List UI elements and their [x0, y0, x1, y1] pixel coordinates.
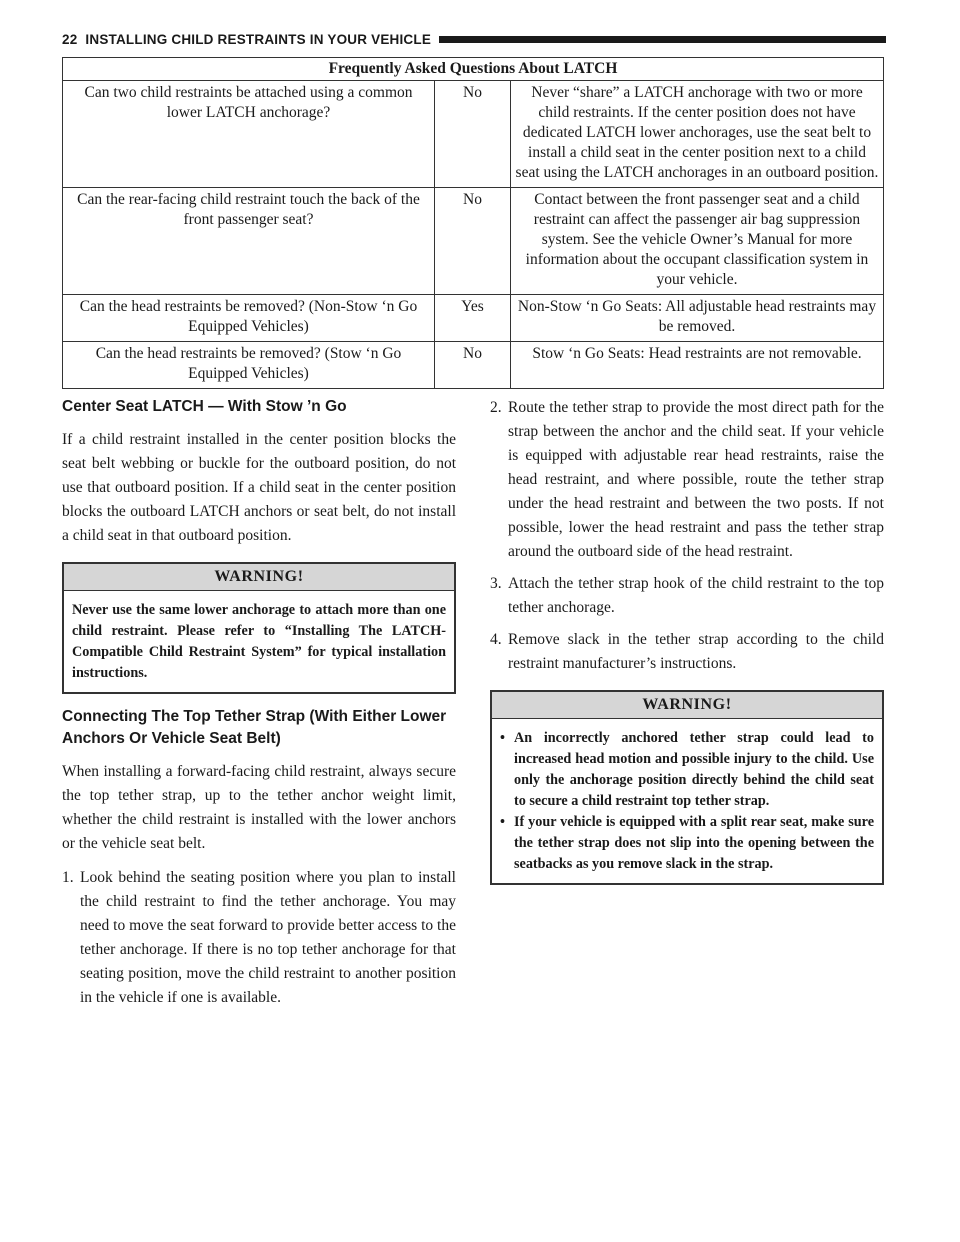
faq-explanation: Never “share” a LATCH anchorage with two or more child restraints. If the center position does not have dedicated LATCH lower anchorages, use the seat belt to install a child seat in the center position next to a child seat using the LATCH anchorages in an outboard position. [511, 81, 884, 188]
list-item [62, 866, 456, 1010]
step-text: Attach the tether strap hook of the child restraint to the top tether anchorage. [508, 575, 884, 616]
warning-bullet-list [500, 728, 874, 875]
faq-question: Can the rear-facing child restraint touch the back of the front passenger seat? [63, 188, 435, 295]
latch-faq-table [62, 57, 884, 389]
step-text: Remove slack in the tether strap according to the child restraint manufacturer’s instructions. [508, 631, 884, 672]
center-seat-paragraph: If a child restraint installed in the center position blocks the seat belt webbing or buckle for the outboard position, do not use that outboard position. If a child seat in the center position blocks the outboard LATCH anchors or seat belt, do not install a child seat in that outboard position. [62, 431, 456, 544]
top-tether-paragraph: When installing a forward-facing child restraint, always secure the top tether strap, up to the tether anchor weight limit, whether the child restraint is installed with the lower anchors or the vehicle seat belt. [62, 763, 456, 852]
tether-steps-list [62, 866, 456, 1010]
list-item [490, 396, 884, 564]
step-text: Route the tether strap to provide the most direct path for the strap between the anchor and the child seat. If your vehicle is equipped with adjustable rear head restraints, raise the head restraint, and where possible, route the tether strap under the head restraint and between the two posts. If not possible, lower the head restraint and pass the tether strap around the outboard side of the head restraint. [508, 399, 884, 560]
page-number: 22 [62, 31, 78, 47]
table-row [63, 188, 884, 295]
table-row [63, 342, 884, 389]
warning-body [492, 719, 882, 883]
faq-question: Can the head restraints be removed? (Stow ‘n Go Equipped Vehicles) [63, 342, 435, 389]
faq-answer: No [435, 342, 511, 389]
warning-body [64, 591, 454, 692]
header-rule [439, 36, 886, 43]
center-seat-heading: Center Seat LATCH — With Stow ’n Go [62, 398, 347, 415]
tether-steps-list-continued [490, 396, 884, 676]
left-column [62, 396, 456, 1022]
warning-box-tether [490, 690, 884, 885]
table-title-row [63, 58, 884, 81]
warning-text: Never use the same lower anchorage to attach more than one child restraint. Please refer to “Installing The LATCH-Compatible Child Restraint System” for typical installation instructions. [72, 602, 446, 681]
list-item [500, 812, 874, 875]
right-column [490, 396, 884, 897]
warning-title: WARNING! [492, 692, 882, 719]
list-item [500, 728, 874, 812]
faq-question: Can the head restraints be removed? (Non-Stow ‘n Go Equipped Vehicles) [63, 295, 435, 342]
table-row [63, 295, 884, 342]
table-title: Frequently Asked Questions About LATCH [63, 58, 884, 81]
warning-bullet-text: If your vehicle is equipped with a split rear seat, make sure the tether strap does not slip into the opening between the seatbacks as you remove slack in the strap. [514, 814, 874, 872]
faq-answer: No [435, 188, 511, 295]
header-title: INSTALLING CHILD RESTRAINTS IN YOUR VEHICLE [85, 31, 432, 47]
list-item [490, 628, 884, 676]
top-tether-heading: Connecting The Top Tether Strap (With Either Lower Anchors Or Vehicle Seat Belt) [62, 708, 447, 747]
table-row [63, 81, 884, 188]
step-number: 4. [490, 631, 502, 648]
warning-title: WARNING! [64, 564, 454, 591]
warning-bullet-text: An incorrectly anchored tether strap could lead to increased head motion and possible injury to the child. Use only the anchorage position directly behind the child seat to secure a child restraint top tether strap. [514, 730, 874, 809]
step-number: 2. [490, 399, 502, 416]
list-item [490, 572, 884, 620]
faq-explanation: Contact between the front passenger seat and a child restraint can affect the passenger air bag suppression system. See the vehicle Owner’s Manual for more information about the occupant classification system in your vehicle. [511, 188, 884, 295]
faq-question: Can two child restraints be attached using a common lower LATCH anchorage? [63, 81, 435, 188]
bullet-icon: • [500, 730, 505, 746]
step-number: 1. [62, 869, 74, 886]
faq-answer: Yes [435, 295, 511, 342]
page-header [62, 29, 886, 49]
bullet-icon: • [500, 814, 505, 830]
step-text: Look behind the seating position where you plan to install the child restraint to find the tether anchorage. You may need to move the seat forward to provide better access to the tether anchorage. If there is no top tether anchorage for that seating position, move the child restraint to another position in the vehicle if one is available. [80, 869, 456, 1006]
step-number: 3. [490, 575, 502, 592]
faq-explanation: Non-Stow ‘n Go Seats: All adjustable head restraints may be removed. [511, 295, 884, 342]
faq-explanation: Stow ‘n Go Seats: Head restraints are not removable. [511, 342, 884, 389]
faq-answer: No [435, 81, 511, 188]
warning-box-lower-anchorage [62, 562, 456, 694]
